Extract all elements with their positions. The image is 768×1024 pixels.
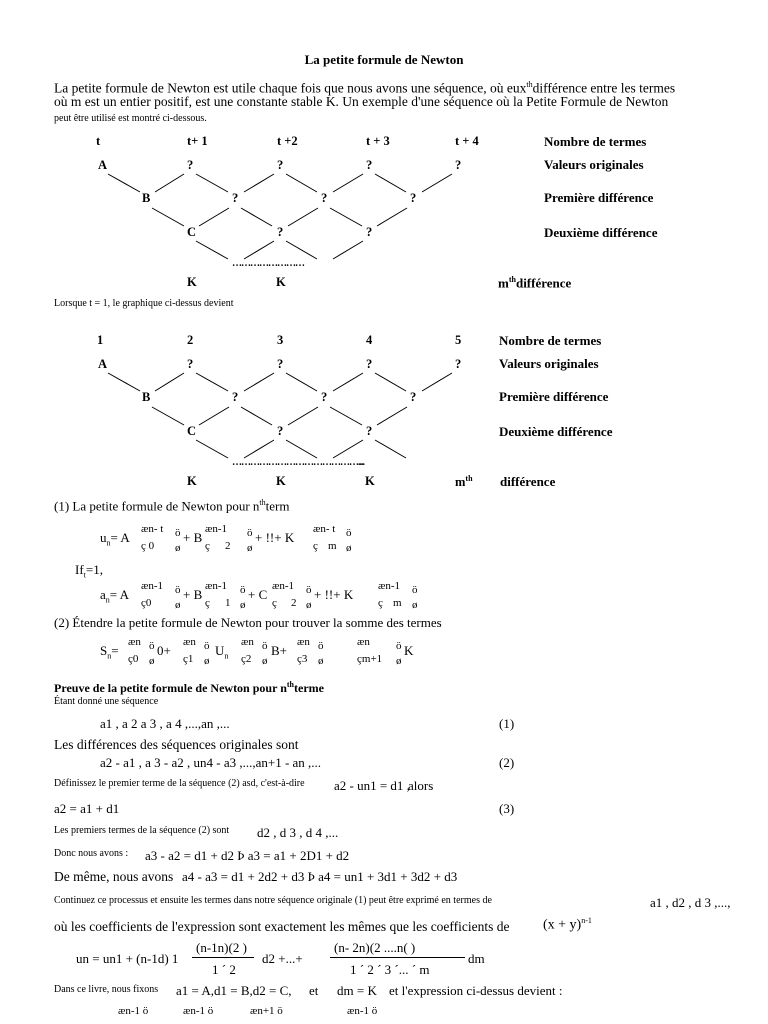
row-label-terms: Nombre de termes — [544, 134, 647, 149]
eq-part: 0+ — [157, 643, 171, 658]
eq-part: ø — [396, 655, 402, 667]
eq-part: æn — [128, 636, 141, 648]
eq-part: B+ — [271, 643, 288, 658]
eq-part: + B — [183, 530, 203, 545]
eq-sub: n — [105, 595, 110, 605]
eq-part: ç 0 — [141, 540, 155, 552]
diagram-node: ? — [277, 357, 284, 371]
text: If — [75, 562, 84, 577]
diagram-node: ? — [321, 191, 328, 205]
diagram-dots: …………………… — [232, 258, 304, 269]
eq-part: + B — [183, 587, 203, 602]
eq-part: ç3 — [297, 653, 308, 665]
sup: th — [259, 498, 266, 507]
text: Définissez le premier terme de la séquence (2) as — [54, 778, 251, 789]
eq-part: ç2 — [241, 653, 252, 665]
intro-text: La petite formule de Newton est utile chaque fois que nous avons une séquence, où eux — [54, 80, 527, 96]
binomial-expression — [543, 916, 592, 934]
eq-part: a — [100, 587, 106, 602]
diagram-node: ? — [187, 357, 194, 371]
mth-m: m — [498, 275, 509, 291]
eq-part: ø — [306, 599, 312, 611]
eq-part: ç — [205, 540, 210, 552]
eq-part: U — [215, 643, 225, 658]
de-meme-equation: a4 - a3 = d1 + 2d2 + d3 Þ a4 = un1 + 3d1 + 3d2 + d3 — [182, 869, 458, 884]
define-alors: alors — [408, 778, 434, 793]
column-header: 2 — [187, 333, 194, 347]
proof-heading — [54, 680, 324, 696]
intro-line-3: peut être utilisé est montré ci-dessous. — [54, 113, 207, 124]
eq-part: K — [404, 643, 414, 658]
eq-part: ö — [175, 584, 181, 596]
column-header: t + 4 — [455, 134, 479, 148]
diagram-node: ? — [366, 357, 373, 371]
eq-part: ø — [318, 655, 324, 667]
diagram-node: A — [98, 158, 108, 172]
eq-part: æn — [357, 636, 370, 648]
eq-part: 2 — [291, 597, 297, 609]
equation-number-3: (3) — [499, 801, 515, 816]
diagram-node: ? — [277, 225, 284, 239]
proof-define — [54, 778, 305, 789]
eq-sub: n — [106, 538, 111, 548]
diagram-node: B — [142, 191, 151, 205]
eq-part: ö — [204, 640, 210, 652]
eq-part: ø — [175, 599, 181, 611]
eq-term — [215, 643, 228, 661]
if-t-equals-1 — [75, 562, 103, 580]
diagram-node: C — [187, 424, 197, 438]
column-header: t +2 — [277, 134, 298, 148]
diagram-node: ? — [366, 225, 373, 239]
eq-part: ç0 — [128, 653, 139, 665]
formula-1-heading — [54, 498, 289, 514]
fraction-2-after: dm — [468, 951, 485, 966]
column-header: 1 — [97, 333, 104, 347]
text: d — [250, 778, 256, 789]
fraction-2-bar — [330, 957, 465, 958]
eq-part: æn-1 — [205, 580, 227, 592]
diagram-node: ? — [277, 424, 284, 438]
diagram-node: C — [187, 225, 197, 239]
final-after: et l'expression ci-dessus devient : — [389, 983, 563, 998]
diagram-node: K — [276, 474, 286, 488]
eq-part: ø — [346, 542, 352, 554]
row-label-first: Première différence — [544, 190, 654, 205]
intro-line-2: où m est un entier positif, est une constante stable K. Un exemple d'une séquence où la Petite Formule de Newton — [54, 94, 669, 109]
equation-number-1: (1) — [499, 716, 515, 731]
eq-part: ç — [378, 597, 383, 609]
eq-part: ö — [247, 527, 253, 539]
row-label-first: Première différence — [499, 389, 609, 404]
donc-equation: a3 - a2 = d1 + d2 Þ a3 = a1 + 2D1 + d2 — [145, 848, 350, 863]
proof-continuez — [54, 895, 492, 906]
intro-text: différence entre les termes — [532, 80, 676, 96]
sequence-2: a2 - a1 , a 3 - a2 , un4 - a3 ,...,an+1 - an ,... — [100, 755, 322, 770]
formula-2-heading: (2) Étendre la petite formule de Newton pour trouver la somme des termes — [54, 615, 442, 630]
diagram-node: B — [142, 390, 151, 404]
eq-part: ç1 — [183, 653, 194, 665]
eq-part: ç — [272, 597, 277, 609]
eq-part: æn — [241, 636, 254, 648]
eq-part: 1 — [225, 597, 231, 609]
eq-part: ø — [204, 655, 210, 667]
eq-term — [100, 530, 130, 548]
eq-part: ö — [396, 640, 402, 652]
eq-part: ø — [262, 655, 268, 667]
sup: n-1 — [581, 916, 592, 925]
column-header: t + 3 — [366, 134, 390, 148]
row-label-second: Deuxième différence — [544, 225, 658, 240]
diagram-node: ? — [232, 390, 239, 404]
fraction-1-bar — [192, 957, 254, 958]
eq-part: ø — [247, 542, 253, 554]
diagram-node: K — [276, 275, 286, 289]
eq-part: æn-1 — [378, 580, 400, 592]
expansion-left: un = un1 + (n-1d) 1 — [76, 951, 179, 966]
eq-part: ö — [262, 640, 268, 652]
mth-m: m — [455, 475, 466, 490]
intro-sup: th — [526, 80, 533, 89]
eq-part: æn- t — [313, 523, 336, 535]
diagram-node: K — [365, 474, 375, 488]
sequence-1: a1 , a 2 a 3 , a 4 ,...,an ,... — [100, 716, 230, 731]
column-header: 4 — [366, 333, 373, 347]
eq-sub: n — [107, 651, 112, 661]
text: =1, — [85, 562, 103, 577]
eq-part: m — [393, 597, 402, 609]
text: dans notre séquence originale (1) peut être exprimé en termes de — [233, 895, 492, 906]
eq-part: u — [100, 530, 107, 545]
eq-part: ø — [412, 599, 418, 611]
eq-part: S — [100, 643, 108, 658]
proof-differences: Les différences des séquences originales sont — [54, 737, 299, 752]
eq-part: ç — [313, 540, 318, 552]
last-line-part: æn-1 ö — [347, 1005, 378, 1017]
eq-part: æn-1 — [272, 580, 294, 592]
diagram-node: ? — [187, 158, 194, 172]
eq-part: ø — [175, 542, 181, 554]
final-et: et — [309, 983, 319, 998]
equation-3: a2 = a1 + d1 — [54, 801, 120, 816]
eq-part: ç0 — [141, 597, 152, 609]
eq-part: ö — [175, 527, 181, 539]
proof-de-meme: De même, nous avons — [54, 869, 174, 884]
proof-donc: Donc nous avons : — [54, 848, 129, 859]
eq-part: æn — [297, 636, 310, 648]
eq-part: ø — [240, 599, 246, 611]
column-header: t — [96, 134, 101, 148]
when-t-equals-1: Lorsque t = 1, le graphique ci-dessus devient — [54, 298, 234, 309]
eq-part: ø — [149, 655, 155, 667]
eq-part: m — [328, 540, 337, 552]
equation-number-2: (2) — [499, 755, 515, 770]
proof-first-terms: Les premiers termes de la séquence (2) sont — [54, 825, 230, 836]
row-label-terms: Nombre de termes — [499, 333, 602, 348]
mth-sup: th — [508, 275, 516, 284]
diagram-node: ? — [366, 424, 373, 438]
column-header: 3 — [277, 333, 284, 347]
proof-final: Dans ce livre, nous fixons — [54, 984, 159, 995]
define-equation: a2 - un1 = d1 , — [334, 778, 410, 793]
last-line-part: æn-1 ö — [118, 1005, 149, 1017]
eq-part: = — [111, 643, 119, 658]
fraction-2-denominator: 1 ´ 2 ´ 3 ´... ´ m — [350, 962, 430, 977]
eq-part: æn — [183, 636, 196, 648]
eq-part: çm+1 — [357, 653, 383, 665]
diagram-node: ? — [277, 158, 284, 172]
proof-coefficients: où les coefficients de l'expression sont exactement les mêmes que les coefficients de — [54, 919, 510, 934]
column-header: 5 — [455, 333, 462, 347]
diagram-node: A — [98, 357, 108, 371]
final-equation: a1 = A,d1 = B,d2 = C, — [176, 983, 292, 998]
page-title: La petite formule de Newton — [304, 52, 464, 67]
eq-part: ö — [318, 640, 324, 652]
diagram-node: ? — [410, 191, 417, 205]
diagram-node: K — [187, 275, 197, 289]
diagram-node: K — [187, 474, 197, 488]
diagram-node: ? — [410, 390, 417, 404]
sub: t — [83, 570, 86, 580]
diagram-node: ? — [232, 191, 239, 205]
sup: th — [286, 680, 294, 689]
row-label-original: Valeurs originales — [544, 157, 644, 172]
eq-term — [100, 587, 129, 605]
text: , c'est-à-dire — [255, 778, 305, 789]
eq-sub: n — [224, 651, 229, 661]
diagram-node: ? — [321, 390, 328, 404]
eq-part: + !!+ K — [314, 587, 354, 602]
eq-part: æn-1 — [205, 523, 227, 535]
eq-term — [100, 643, 119, 661]
row-label-original: Valeurs originales — [499, 356, 599, 371]
diagram-dots: …………………………………….... — [232, 457, 364, 468]
last-line-part: æn+1 ö — [250, 1005, 283, 1017]
text: terme — [294, 681, 324, 695]
eq-part: = A — [109, 587, 130, 602]
eq-part: + !!+ K — [255, 530, 295, 545]
eq-part: ö — [346, 527, 352, 539]
continuez-sequence: a1 , d2 , d 3 ,..., — [650, 895, 731, 910]
column-header: t+ 1 — [187, 134, 208, 148]
text: Preuve de la petite formule de Newton pour n — [54, 681, 287, 695]
row-label-difference: différence — [500, 474, 556, 489]
text: Continuez ce processus et ensuite les termes — [54, 895, 232, 906]
final-dm: dm = K — [337, 983, 377, 998]
eq-part: ö — [149, 640, 155, 652]
mth-sup: th — [465, 474, 473, 483]
fraction-1-numerator: (n-1n)(2 ) — [196, 940, 247, 955]
text: term — [265, 498, 290, 514]
eq-part: ö — [412, 584, 418, 596]
diagram-node: ? — [455, 158, 462, 172]
first-terms-sequence: d2 , d 3 , d 4 ,... — [257, 825, 339, 840]
mth-word: différence — [515, 275, 572, 291]
text: (x + y) — [543, 917, 582, 933]
last-line-part: æn-1 ö — [183, 1005, 214, 1017]
eq-part: ö — [240, 584, 246, 596]
diagram-node: ? — [455, 357, 462, 371]
eq-part: = A — [110, 530, 130, 545]
eq-part: 2 — [225, 540, 231, 552]
eq-part: + C — [248, 587, 268, 602]
fraction-1-after: d2 +...+ — [262, 951, 303, 966]
proof-given: Étant donné une séquence — [54, 696, 159, 707]
eq-part: ö — [306, 584, 312, 596]
fraction-2-numerator: (n- 2n)(2 ....n( ) — [334, 940, 416, 955]
row-label-second: Deuxième différence — [499, 424, 613, 439]
eq-part: ç — [205, 597, 210, 609]
diagram-node: ? — [366, 158, 373, 172]
eq-part: æn-1 — [141, 580, 163, 592]
eq-part: æn- t — [141, 523, 164, 535]
fraction-1-denominator: 1 ´ 2 — [212, 962, 236, 977]
text: (1) La petite formule de Newton pour n — [54, 498, 260, 514]
